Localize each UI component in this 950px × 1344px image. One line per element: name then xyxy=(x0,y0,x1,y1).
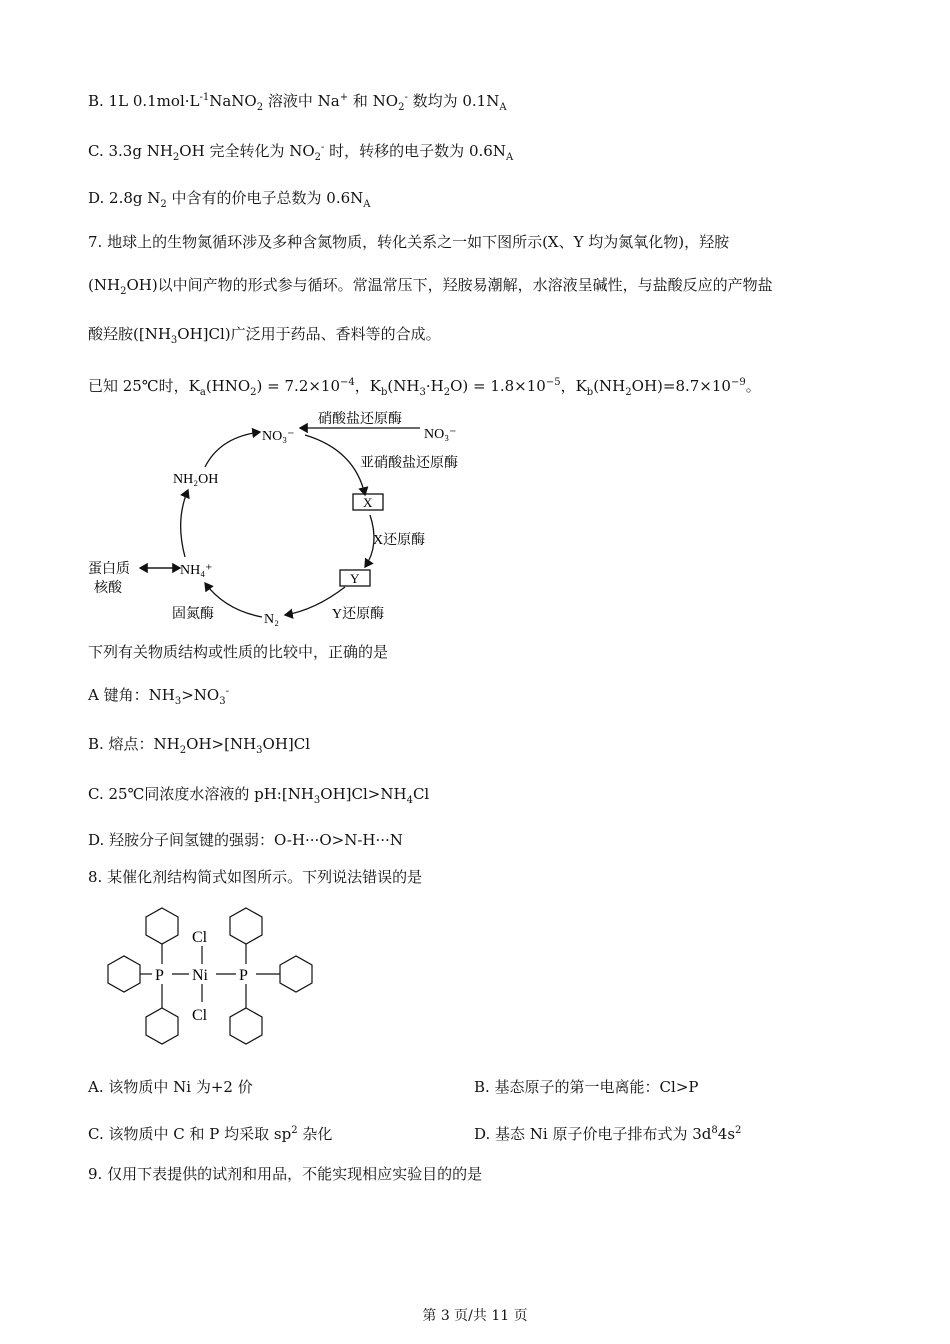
label-x: X xyxy=(363,495,373,510)
label-y-reductase: Y还原酶 xyxy=(332,607,385,622)
q8-option-a: A. 该物质中 Ni 为+2 价 xyxy=(88,1078,253,1096)
phenyl-ring-icon xyxy=(230,1008,262,1044)
label-nitrite-reductase: 亚硝酸盐还原酶 xyxy=(360,456,458,471)
phenyl-ring-icon xyxy=(146,1008,178,1044)
arrow-nh2oh-to-no3 xyxy=(205,432,260,467)
nickel-complex-structure xyxy=(84,896,324,1061)
q7-question: 下列有关物质结构或性质的比较中，正确的是 xyxy=(88,643,389,661)
label-y: Y xyxy=(350,571,360,586)
phenyl-ring-icon xyxy=(280,956,312,992)
label-no3-right: NO₃⁻ xyxy=(424,427,457,442)
atom-ni: Ni xyxy=(192,967,208,984)
q8-option-c: C. 该物质中 C 和 P 均采取 $sp^2$ 杂化 xyxy=(88,1125,333,1143)
q8-option-d: D. 基态 Ni 原子价电子排布式为 $3d^84s^2$ xyxy=(474,1125,742,1143)
phenyl-ring-icon xyxy=(108,956,140,992)
atom-p-right: P xyxy=(239,967,248,984)
label-nitrate-reductase: 硝酸盐还原酶 xyxy=(318,412,402,427)
label-nucleic-acid: 核酸 xyxy=(94,581,122,596)
label-x-reductase: X还原酶 xyxy=(373,533,426,548)
arrow-no3-to-x xyxy=(305,435,365,495)
q7-option-c: C. 25℃同浓度水溶液的 $pH:[NH_3OH]Cl>NH_4Cl$ xyxy=(88,785,430,806)
label-nh2oh: NH₂OH xyxy=(173,472,219,487)
label-n2: N₂ xyxy=(264,612,279,627)
q7-option-b: B. 熔点：$NH_2OH>[NH_3OH]Cl$ xyxy=(88,735,311,756)
q6-option-b: B. 1L $0.1mol\cdot L^{-1}NaNO_2$ 溶液中 Na+ 和 $NO_2^-$ 数均为 $0.1N_A$ xyxy=(88,92,507,113)
q7-option-d: D. 羟胺分子间氢键的强弱：O-H···O>N-H···N xyxy=(88,831,403,849)
label-protein: 蛋白质 xyxy=(88,562,130,577)
q7-constants: 已知 25℃时，$K_a(HNO_2) = 7.2\times 10^{-4}$，$K_b(NH_3\cdot H_2O) = 1.8\times 10^{-5}$，$K_b(NH_2OH)=8.7\times 10^{-9}$。 xyxy=(88,377,761,398)
label-nh4: NH₄⁺ xyxy=(180,563,213,578)
arrow-nh4-to-nh2oh xyxy=(181,490,188,557)
q7-stem-line1: 7. 地球上的生物氮循环涉及多种含氮物质，转化关系之一如下图所示(X、Y 均为氮氧化物)，羟胺 xyxy=(88,233,730,251)
q6-option-c: C. 3.3g $NH_2OH$ 完全转化为 $NO_2^-$ 时，转移的电子数为 $0.6N_A$ xyxy=(88,142,514,163)
label-no3-top: NO₃⁻ xyxy=(262,429,295,444)
nitrogen-cycle-diagram xyxy=(80,405,500,635)
atom-cl-bottom: Cl xyxy=(192,1007,208,1024)
phenyl-ring-icon xyxy=(146,908,178,944)
atom-p-left: P xyxy=(155,967,164,984)
q7-stem-line3: 酸羟胺$([NH_3OH]Cl)$广泛用于药品、香料等的合成。 xyxy=(88,325,441,346)
q7-option-a: A 键角：$NH_3>NO_3^-$ xyxy=(88,686,229,707)
atom-cl-top: Cl xyxy=(192,929,208,946)
phenyl-ring-icon xyxy=(230,908,262,944)
q6-option-d: D. 2.8g $N_2$ 中含有的价电子总数为 $0.6N_A$ xyxy=(88,189,371,210)
q7-stem-line2: $(NH_2OH)$以中间产物的形式参与循环。常温常压下，羟胺易潮解，水溶液呈碱性，与盐酸反应的产物盐 xyxy=(88,276,773,297)
q9-stem: 9. 仅用下表提供的试剂和用品，不能实现相应实验目的的是 xyxy=(88,1165,483,1183)
label-nitrogenase: 固氮酶 xyxy=(172,607,214,622)
q8-stem: 8. 某催化剂结构简式如图所示。下列说法错误的是 xyxy=(88,868,423,886)
q8-option-b: B. 基态原子的第一电离能：Cl>P xyxy=(474,1078,699,1096)
page-footer: 第 3 页/共 11 页 xyxy=(422,1308,528,1324)
